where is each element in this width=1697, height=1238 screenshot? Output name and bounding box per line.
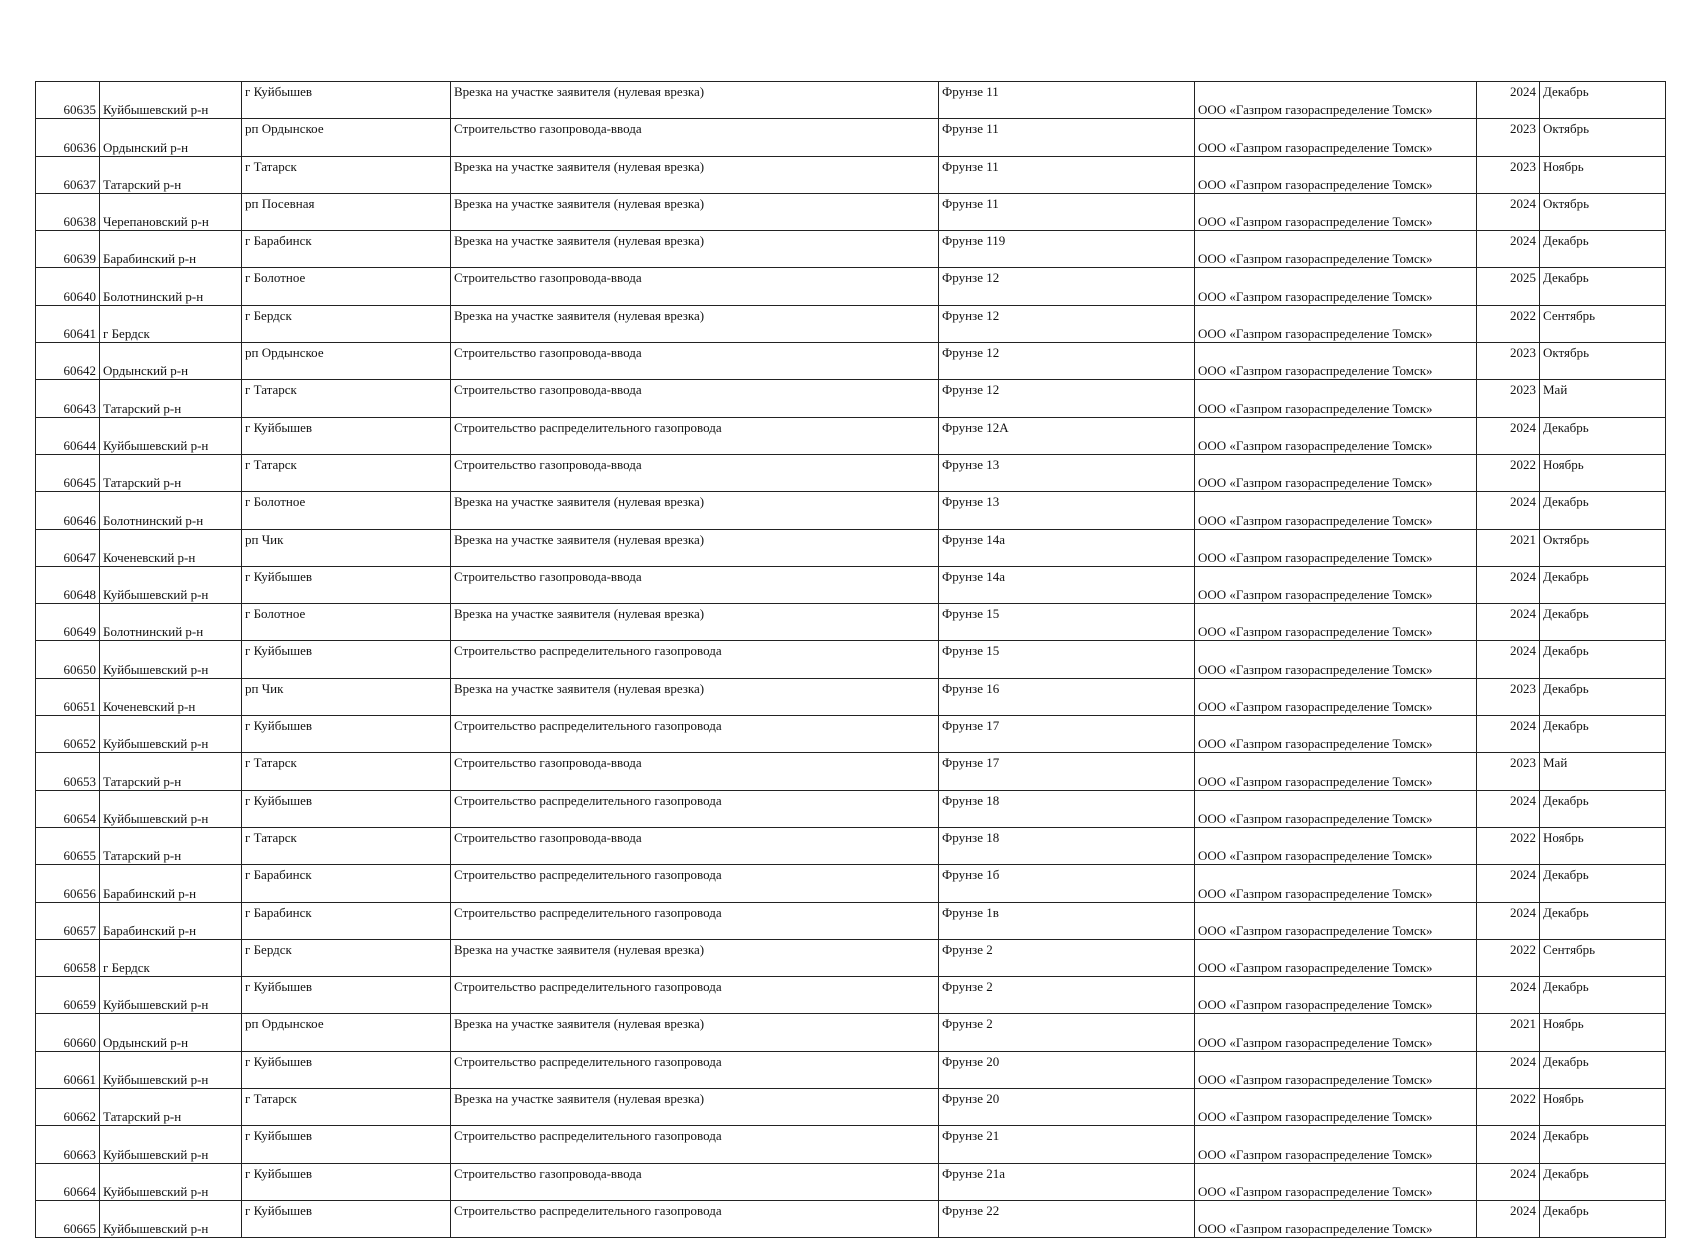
cell-locality: рп Чик <box>242 529 451 566</box>
cell-work-type: Строительство газопровода-ввода <box>451 753 939 790</box>
table-row <box>36 1126 1666 1163</box>
cell-work-type: Строительство газопровода-ввода <box>451 566 939 603</box>
table-row <box>36 1163 1666 1200</box>
cell-district: Болотнинский р-н <box>100 604 242 641</box>
cell-address: Фрунзе 119 <box>939 231 1195 268</box>
cell-year: 2022 <box>1477 827 1540 864</box>
cell-work-type: Строительство газопровода-ввода <box>451 119 939 156</box>
cell-address: Фрунзе 16 <box>939 678 1195 715</box>
cell-year: 2024 <box>1477 566 1540 603</box>
cell-year: 2024 <box>1477 641 1540 678</box>
cell-district: Куйбышевский р-н <box>100 716 242 753</box>
cell-locality: г Куйбышев <box>242 977 451 1014</box>
cell-locality: г Куйбышев <box>242 1126 451 1163</box>
cell-month: Октябрь <box>1540 119 1666 156</box>
table-row <box>36 380 1666 417</box>
cell-work-type: Врезка на участке заявителя (нулевая врезка) <box>451 1014 939 1051</box>
cell-address: Фрунзе 21а <box>939 1163 1195 1200</box>
cell-year: 2024 <box>1477 193 1540 230</box>
cell-month: Декабрь <box>1540 417 1666 454</box>
cell-organization: ООО «Газпром газораспределение Томск» <box>1195 939 1477 976</box>
cell-work-type: Врезка на участке заявителя (нулевая врезка) <box>451 305 939 342</box>
cell-address: Фрунзе 12 <box>939 380 1195 417</box>
cell-address: Фрунзе 14а <box>939 529 1195 566</box>
table-row <box>36 529 1666 566</box>
cell-id: 60656 <box>36 865 100 902</box>
cell-year: 2023 <box>1477 678 1540 715</box>
cell-work-type: Врезка на участке заявителя (нулевая врезка) <box>451 492 939 529</box>
cell-district: Татарский р-н <box>100 827 242 864</box>
cell-locality: г Барабинск <box>242 902 451 939</box>
cell-month: Декабрь <box>1540 566 1666 603</box>
table-row <box>36 454 1666 491</box>
cell-locality: г Татарск <box>242 753 451 790</box>
cell-organization: ООО «Газпром газораспределение Томск» <box>1195 529 1477 566</box>
cell-locality: г Бердск <box>242 305 451 342</box>
cell-organization: ООО «Газпром газораспределение Томск» <box>1195 678 1477 715</box>
cell-organization: ООО «Газпром газораспределение Томск» <box>1195 305 1477 342</box>
cell-organization: ООО «Газпром газораспределение Томск» <box>1195 1051 1477 1088</box>
cell-id: 60664 <box>36 1163 100 1200</box>
cell-district: Куйбышевский р-н <box>100 1126 242 1163</box>
cell-locality: г Куйбышев <box>242 566 451 603</box>
cell-district: г Бердск <box>100 939 242 976</box>
cell-year: 2022 <box>1477 1089 1540 1126</box>
table-row <box>36 119 1666 156</box>
cell-address: Фрунзе 13 <box>939 492 1195 529</box>
cell-month: Декабрь <box>1540 1126 1666 1163</box>
cell-id: 60644 <box>36 417 100 454</box>
cell-district: Куйбышевский р-н <box>100 790 242 827</box>
cell-organization: ООО «Газпром газораспределение Томск» <box>1195 641 1477 678</box>
cell-address: Фрунзе 22 <box>939 1200 1195 1237</box>
cell-year: 2023 <box>1477 343 1540 380</box>
cell-id: 60643 <box>36 380 100 417</box>
cell-locality: г Куйбышев <box>242 790 451 827</box>
cell-address: Фрунзе 14а <box>939 566 1195 603</box>
cell-address: Фрунзе 11 <box>939 82 1195 119</box>
cell-work-type: Врезка на участке заявителя (нулевая врезка) <box>451 678 939 715</box>
cell-month: Ноябрь <box>1540 1089 1666 1126</box>
cell-id: 60638 <box>36 193 100 230</box>
cell-organization: ООО «Газпром газораспределение Томск» <box>1195 790 1477 827</box>
cell-month: Ноябрь <box>1540 454 1666 491</box>
cell-organization: ООО «Газпром газораспределение Томск» <box>1195 1200 1477 1237</box>
cell-year: 2024 <box>1477 902 1540 939</box>
cell-address: Фрунзе 2 <box>939 977 1195 1014</box>
cell-address: Фрунзе 15 <box>939 641 1195 678</box>
cell-id: 60658 <box>36 939 100 976</box>
cell-year: 2021 <box>1477 529 1540 566</box>
cell-month: Октябрь <box>1540 343 1666 380</box>
cell-work-type: Строительство распределительного газопровода <box>451 977 939 1014</box>
cell-district: Ордынский р-н <box>100 119 242 156</box>
table-row <box>36 268 1666 305</box>
cell-locality: г Бердск <box>242 939 451 976</box>
table-row <box>36 678 1666 715</box>
cell-locality: г Болотное <box>242 492 451 529</box>
cell-id: 60646 <box>36 492 100 529</box>
cell-month: Декабрь <box>1540 1051 1666 1088</box>
cell-year: 2024 <box>1477 604 1540 641</box>
cell-work-type: Строительство газопровода-ввода <box>451 1163 939 1200</box>
table-row <box>36 1200 1666 1237</box>
cell-work-type: Строительство газопровода-ввода <box>451 343 939 380</box>
cell-organization: ООО «Газпром газораспределение Томск» <box>1195 156 1477 193</box>
cell-id: 60655 <box>36 827 100 864</box>
cell-month: Декабрь <box>1540 977 1666 1014</box>
cell-district: Татарский р-н <box>100 156 242 193</box>
cell-month: Октябрь <box>1540 529 1666 566</box>
cell-locality: рп Ордынское <box>242 119 451 156</box>
cell-id: 60647 <box>36 529 100 566</box>
cell-year: 2023 <box>1477 119 1540 156</box>
cell-work-type: Строительство газопровода-ввода <box>451 827 939 864</box>
cell-district: Барабинский р-н <box>100 902 242 939</box>
table-row <box>36 566 1666 603</box>
cell-work-type: Строительство распределительного газопровода <box>451 865 939 902</box>
cell-locality: г Куйбышев <box>242 716 451 753</box>
cell-district: Татарский р-н <box>100 753 242 790</box>
cell-month: Декабрь <box>1540 604 1666 641</box>
cell-organization: ООО «Газпром газораспределение Томск» <box>1195 604 1477 641</box>
cell-organization: ООО «Газпром газораспределение Томск» <box>1195 454 1477 491</box>
cell-address: Фрунзе 2 <box>939 939 1195 976</box>
cell-locality: рп Ордынское <box>242 1014 451 1051</box>
cell-month: Декабрь <box>1540 716 1666 753</box>
cell-month: Декабрь <box>1540 231 1666 268</box>
table-row <box>36 417 1666 454</box>
cell-year: 2024 <box>1477 790 1540 827</box>
cell-id: 60660 <box>36 1014 100 1051</box>
cell-district: Барабинский р-н <box>100 865 242 902</box>
cell-organization: ООО «Газпром газораспределение Томск» <box>1195 753 1477 790</box>
cell-month: Декабрь <box>1540 902 1666 939</box>
cell-district: Куйбышевский р-н <box>100 566 242 603</box>
cell-year: 2023 <box>1477 156 1540 193</box>
cell-year: 2025 <box>1477 268 1540 305</box>
cell-work-type: Строительство распределительного газопровода <box>451 1200 939 1237</box>
cell-district: Болотнинский р-н <box>100 268 242 305</box>
cell-id: 60663 <box>36 1126 100 1163</box>
cell-address: Фрунзе 11 <box>939 193 1195 230</box>
cell-work-type: Врезка на участке заявителя (нулевая врезка) <box>451 156 939 193</box>
table-row <box>36 82 1666 119</box>
cell-id: 60653 <box>36 753 100 790</box>
cell-address: Фрунзе 12 <box>939 343 1195 380</box>
cell-district: Татарский р-н <box>100 380 242 417</box>
cell-id: 60661 <box>36 1051 100 1088</box>
cell-address: Фрунзе 21 <box>939 1126 1195 1163</box>
cell-year: 2024 <box>1477 865 1540 902</box>
cell-address: Фрунзе 18 <box>939 827 1195 864</box>
cell-year: 2024 <box>1477 1126 1540 1163</box>
cell-locality: г Куйбышев <box>242 417 451 454</box>
cell-address: Фрунзе 2 <box>939 1014 1195 1051</box>
cell-work-type: Строительство распределительного газопровода <box>451 417 939 454</box>
cell-work-type: Строительство распределительного газопровода <box>451 716 939 753</box>
cell-address: Фрунзе 15 <box>939 604 1195 641</box>
cell-organization: ООО «Газпром газораспределение Томск» <box>1195 343 1477 380</box>
cell-work-type: Строительство распределительного газопровода <box>451 641 939 678</box>
cell-year: 2022 <box>1477 454 1540 491</box>
cell-year: 2024 <box>1477 1051 1540 1088</box>
cell-month: Май <box>1540 380 1666 417</box>
cell-district: г Бердск <box>100 305 242 342</box>
table-row <box>36 1051 1666 1088</box>
cell-work-type: Строительство распределительного газопровода <box>451 1126 939 1163</box>
cell-address: Фрунзе 20 <box>939 1051 1195 1088</box>
cell-id: 60659 <box>36 977 100 1014</box>
cell-district: Коченевский р-н <box>100 678 242 715</box>
table-row <box>36 902 1666 939</box>
cell-id: 60641 <box>36 305 100 342</box>
cell-district: Болотнинский р-н <box>100 492 242 529</box>
cell-month: Май <box>1540 753 1666 790</box>
table-row <box>36 977 1666 1014</box>
cell-address: Фрунзе 20 <box>939 1089 1195 1126</box>
cell-organization: ООО «Газпром газораспределение Томск» <box>1195 82 1477 119</box>
cell-id: 60640 <box>36 268 100 305</box>
cell-locality: г Татарск <box>242 380 451 417</box>
cell-month: Декабрь <box>1540 82 1666 119</box>
cell-district: Татарский р-н <box>100 454 242 491</box>
cell-year: 2024 <box>1477 82 1540 119</box>
cell-id: 60662 <box>36 1089 100 1126</box>
cell-month: Декабрь <box>1540 1163 1666 1200</box>
cell-id: 60648 <box>36 566 100 603</box>
cell-organization: ООО «Газпром газораспределение Томск» <box>1195 1014 1477 1051</box>
cell-address: Фрунзе 11 <box>939 156 1195 193</box>
cell-locality: г Татарск <box>242 454 451 491</box>
cell-address: Фрунзе 11 <box>939 119 1195 156</box>
cell-year: 2021 <box>1477 1014 1540 1051</box>
cell-month: Декабрь <box>1540 268 1666 305</box>
cell-district: Куйбышевский р-н <box>100 417 242 454</box>
cell-locality: г Куйбышев <box>242 641 451 678</box>
cell-locality: г Татарск <box>242 1089 451 1126</box>
cell-organization: ООО «Газпром газораспределение Томск» <box>1195 902 1477 939</box>
cell-year: 2024 <box>1477 1163 1540 1200</box>
cell-id: 60657 <box>36 902 100 939</box>
table-body <box>36 82 1666 1238</box>
cell-year: 2022 <box>1477 939 1540 976</box>
cell-work-type: Врезка на участке заявителя (нулевая врезка) <box>451 1089 939 1126</box>
cell-address: Фрунзе 17 <box>939 753 1195 790</box>
cell-work-type: Врезка на участке заявителя (нулевая врезка) <box>451 939 939 976</box>
cell-work-type: Врезка на участке заявителя (нулевая врезка) <box>451 82 939 119</box>
cell-organization: ООО «Газпром газораспределение Томск» <box>1195 193 1477 230</box>
cell-district: Куйбышевский р-н <box>100 1051 242 1088</box>
table-row <box>36 156 1666 193</box>
cell-work-type: Врезка на участке заявителя (нулевая врезка) <box>451 604 939 641</box>
cell-month: Декабрь <box>1540 865 1666 902</box>
cell-organization: ООО «Газпром газораспределение Томск» <box>1195 1126 1477 1163</box>
cell-year: 2022 <box>1477 305 1540 342</box>
cell-district: Куйбышевский р-н <box>100 82 242 119</box>
cell-month: Декабрь <box>1540 492 1666 529</box>
cell-district: Куйбышевский р-н <box>100 977 242 1014</box>
cell-year: 2024 <box>1477 977 1540 1014</box>
cell-address: Фрунзе 1б <box>939 865 1195 902</box>
table-row <box>36 492 1666 529</box>
cell-work-type: Строительство распределительного газопровода <box>451 902 939 939</box>
cell-locality: г Куйбышев <box>242 1163 451 1200</box>
cell-month: Ноябрь <box>1540 156 1666 193</box>
cell-work-type: Строительство газопровода-ввода <box>451 454 939 491</box>
cell-address: Фрунзе 12 <box>939 268 1195 305</box>
cell-district: Куйбышевский р-н <box>100 1163 242 1200</box>
cell-year: 2024 <box>1477 716 1540 753</box>
table-row <box>36 231 1666 268</box>
table-row <box>36 604 1666 641</box>
table-row <box>36 865 1666 902</box>
table-row <box>36 753 1666 790</box>
cell-id: 60639 <box>36 231 100 268</box>
cell-id: 60635 <box>36 82 100 119</box>
cell-organization: ООО «Газпром газораспределение Томск» <box>1195 380 1477 417</box>
cell-locality: г Куйбышев <box>242 1200 451 1237</box>
cell-locality: рп Посевная <box>242 193 451 230</box>
cell-district: Ордынский р-н <box>100 343 242 380</box>
table-row <box>36 790 1666 827</box>
cell-id: 60654 <box>36 790 100 827</box>
cell-work-type: Врезка на участке заявителя (нулевая врезка) <box>451 193 939 230</box>
cell-locality: рп Чик <box>242 678 451 715</box>
cell-district: Коченевский р-н <box>100 529 242 566</box>
table-row <box>36 827 1666 864</box>
table-row <box>36 641 1666 678</box>
cell-organization: ООО «Газпром газораспределение Томск» <box>1195 865 1477 902</box>
cell-district: Куйбышевский р-н <box>100 641 242 678</box>
table-row <box>36 939 1666 976</box>
cell-district: Барабинский р-н <box>100 231 242 268</box>
cell-locality: г Болотное <box>242 268 451 305</box>
cell-organization: ООО «Газпром газораспределение Томск» <box>1195 827 1477 864</box>
document-page <box>35 81 1665 1237</box>
cell-address: Фрунзе 18 <box>939 790 1195 827</box>
cell-id: 60637 <box>36 156 100 193</box>
cell-district: Татарский р-н <box>100 1089 242 1126</box>
cell-id: 60649 <box>36 604 100 641</box>
cell-address: Фрунзе 12 <box>939 305 1195 342</box>
table-row <box>36 1089 1666 1126</box>
cell-month: Декабрь <box>1540 678 1666 715</box>
cell-id: 60652 <box>36 716 100 753</box>
cell-organization: ООО «Газпром газораспределение Томск» <box>1195 1163 1477 1200</box>
cell-id: 60665 <box>36 1200 100 1237</box>
cell-year: 2023 <box>1477 380 1540 417</box>
cell-locality: г Барабинск <box>242 865 451 902</box>
cell-organization: ООО «Газпром газораспределение Томск» <box>1195 716 1477 753</box>
cell-year: 2023 <box>1477 753 1540 790</box>
cell-work-type: Строительство газопровода-ввода <box>451 380 939 417</box>
cell-id: 60645 <box>36 454 100 491</box>
cell-id: 60642 <box>36 343 100 380</box>
cell-organization: ООО «Газпром газораспределение Томск» <box>1195 977 1477 1014</box>
cell-month: Ноябрь <box>1540 827 1666 864</box>
cell-work-type: Врезка на участке заявителя (нулевая врезка) <box>451 231 939 268</box>
cell-district: Черепановский р-н <box>100 193 242 230</box>
cell-year: 2024 <box>1477 1200 1540 1237</box>
cell-month: Декабрь <box>1540 790 1666 827</box>
table-row <box>36 305 1666 342</box>
cell-locality: г Барабинск <box>242 231 451 268</box>
gasification-table <box>35 81 1666 1238</box>
cell-organization: ООО «Газпром газораспределение Томск» <box>1195 268 1477 305</box>
cell-year: 2024 <box>1477 231 1540 268</box>
cell-organization: ООО «Газпром газораспределение Томск» <box>1195 492 1477 529</box>
cell-year: 2024 <box>1477 417 1540 454</box>
cell-month: Сентябрь <box>1540 939 1666 976</box>
cell-district: Ордынский р-н <box>100 1014 242 1051</box>
cell-locality: г Куйбышев <box>242 1051 451 1088</box>
cell-district: Куйбышевский р-н <box>100 1200 242 1237</box>
cell-locality: г Болотное <box>242 604 451 641</box>
cell-work-type: Строительство распределительного газопровода <box>451 1051 939 1088</box>
cell-id: 60636 <box>36 119 100 156</box>
cell-organization: ООО «Газпром газораспределение Томск» <box>1195 1089 1477 1126</box>
cell-work-type: Строительство распределительного газопровода <box>451 790 939 827</box>
cell-month: Декабрь <box>1540 641 1666 678</box>
cell-id: 60651 <box>36 678 100 715</box>
cell-locality: г Татарск <box>242 827 451 864</box>
cell-organization: ООО «Газпром газораспределение Томск» <box>1195 119 1477 156</box>
cell-organization: ООО «Газпром газораспределение Томск» <box>1195 231 1477 268</box>
cell-month: Сентябрь <box>1540 305 1666 342</box>
cell-organization: ООО «Газпром газораспределение Томск» <box>1195 417 1477 454</box>
table-row <box>36 1014 1666 1051</box>
cell-id: 60650 <box>36 641 100 678</box>
cell-address: Фрунзе 13 <box>939 454 1195 491</box>
cell-address: Фрунзе 17 <box>939 716 1195 753</box>
cell-address: Фрунзе 1в <box>939 902 1195 939</box>
cell-organization: ООО «Газпром газораспределение Томск» <box>1195 566 1477 603</box>
cell-work-type: Врезка на участке заявителя (нулевая врезка) <box>451 529 939 566</box>
cell-work-type: Строительство газопровода-ввода <box>451 268 939 305</box>
cell-year: 2024 <box>1477 492 1540 529</box>
table-row <box>36 193 1666 230</box>
cell-locality: рп Ордынское <box>242 343 451 380</box>
cell-address: Фрунзе 12А <box>939 417 1195 454</box>
cell-month: Ноябрь <box>1540 1014 1666 1051</box>
cell-locality: г Татарск <box>242 156 451 193</box>
table-row <box>36 716 1666 753</box>
cell-month: Октябрь <box>1540 193 1666 230</box>
cell-locality: г Куйбышев <box>242 82 451 119</box>
table-row <box>36 343 1666 380</box>
cell-month: Декабрь <box>1540 1200 1666 1237</box>
